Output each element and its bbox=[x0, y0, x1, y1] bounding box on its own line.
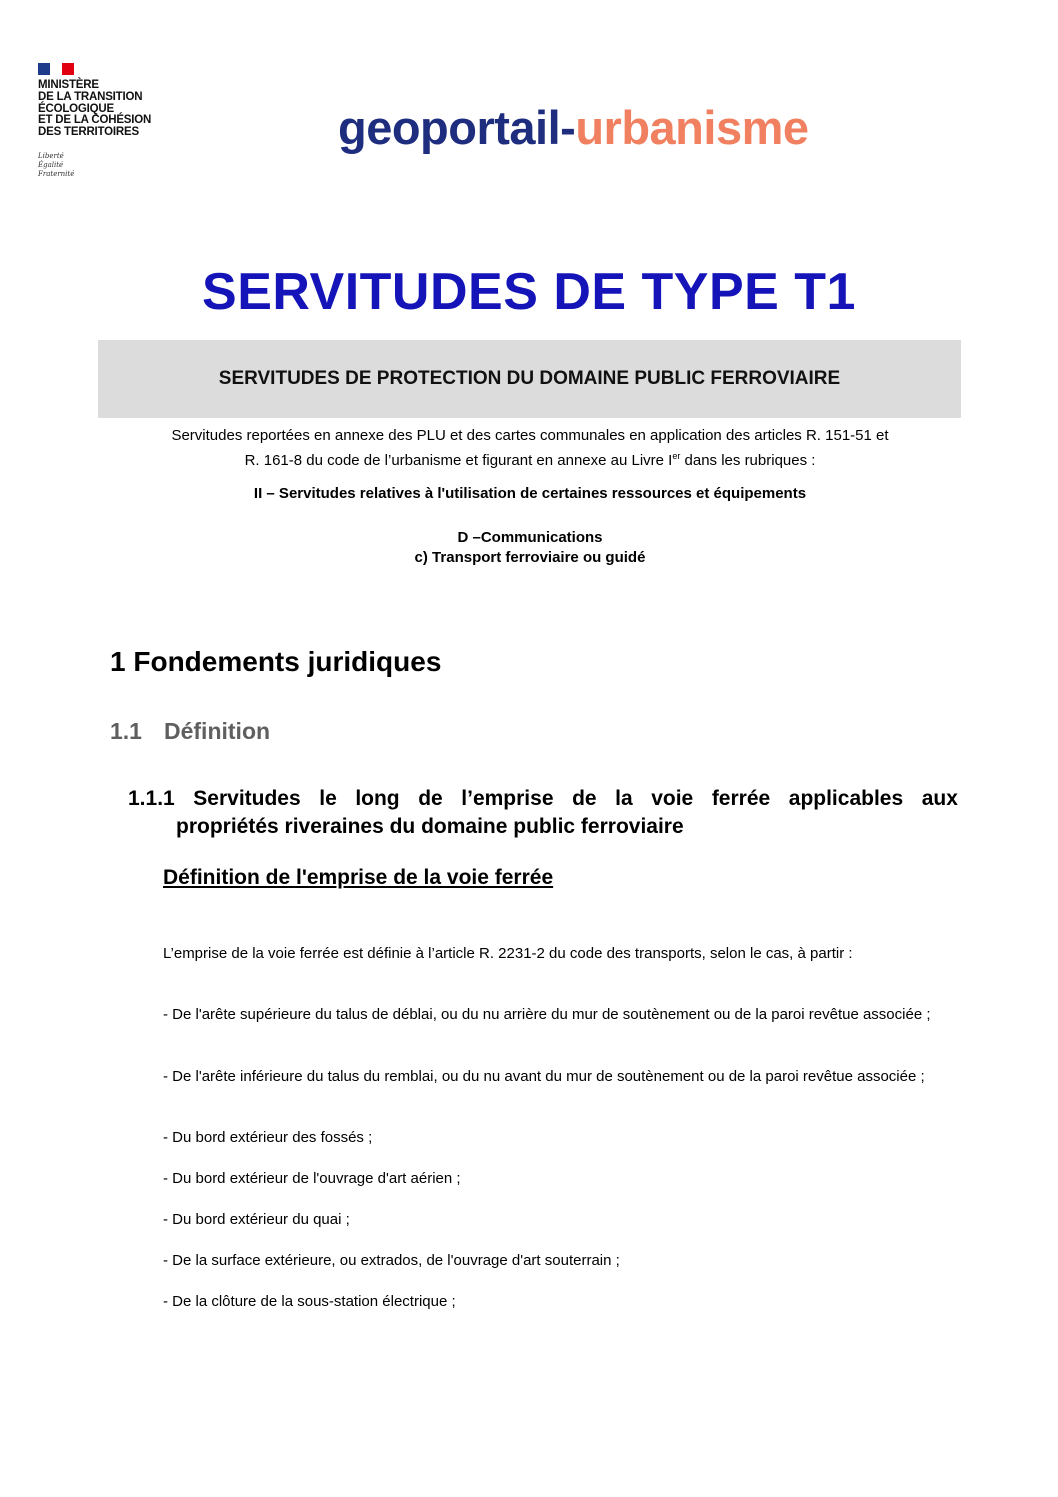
rubric-d: D –Communications bbox=[457, 529, 603, 546]
heading-word: l’emprise bbox=[461, 787, 554, 810]
heading-word: la bbox=[615, 787, 633, 810]
rubric-heading: II – Servitudes relatives à l'utilisation de certaines ressources et équipements bbox=[253, 485, 807, 502]
section-title: Définition bbox=[164, 718, 271, 744]
list-item: - De l'arête inférieure du talus du remblai, ou du nu avant du mur de soutènement ou de la paroi revêtue associée ; bbox=[163, 1068, 925, 1085]
ministry-name bbox=[38, 80, 151, 139]
subtitle-band bbox=[98, 340, 961, 418]
emprise-definition-subheading: Définition de l'emprise de la voie ferrée bbox=[163, 866, 554, 889]
heading-word: aux bbox=[921, 787, 958, 810]
geoportail-brand-logo bbox=[338, 100, 809, 155]
document-subtitle: SERVITUDES DE PROTECTION DU DOMAINE PUBLIC FERROVIAIRE bbox=[218, 368, 841, 389]
list-item: - Du bord extérieur des fossés ; bbox=[163, 1129, 373, 1146]
heading-word: long bbox=[355, 787, 400, 810]
list-item: - Du bord extérieur de l'ouvrage d'art aérien ; bbox=[163, 1170, 461, 1187]
document-title: SERVITUDES DE TYPE T1 bbox=[202, 263, 856, 321]
list-item: - De la clôture de la sous-station électrique ; bbox=[163, 1293, 456, 1310]
motto-line: Liberté bbox=[38, 152, 64, 160]
section-number: 1.1.1 bbox=[128, 787, 175, 810]
section-1-heading bbox=[110, 646, 441, 678]
heading-line-1 bbox=[128, 785, 958, 813]
section-title: Fondements juridiques bbox=[133, 646, 442, 677]
paragraph-intro: L’emprise de la voie ferrée est définie à l’article R. 2231-2 du code des transports, selon le cas, à partir : bbox=[163, 945, 853, 962]
intro-line-2 bbox=[90, 446, 970, 471]
brand-part-1: geoportail- bbox=[338, 101, 576, 154]
flag-white-band bbox=[50, 63, 62, 75]
motto-line: Fraternité bbox=[38, 170, 75, 178]
section-number: 1.1 bbox=[110, 718, 142, 744]
list-item: - Du bord extérieur du quai ; bbox=[163, 1211, 350, 1228]
rubric-c: c) Transport ferroviaire ou guidé bbox=[414, 549, 646, 566]
brand-part-2: urbanisme bbox=[575, 101, 809, 154]
heading-word: de bbox=[418, 787, 443, 810]
list-item: - De la surface extérieure, ou extrados, de l'ouvrage d'art souterrain ; bbox=[163, 1252, 620, 1269]
flag-blue-band bbox=[38, 63, 50, 75]
section-number: 1 bbox=[110, 646, 126, 677]
section-1-1-1-heading bbox=[128, 785, 958, 841]
ministry-line: DES TERRITOIRES bbox=[38, 126, 139, 139]
heading-word: de bbox=[572, 787, 597, 810]
intro-line-2-text: R. 161-8 du code de l’urbanisme et figurant en annexe au Livre I bbox=[244, 452, 673, 469]
ministry-line: ET DE LA COHÉSION bbox=[38, 114, 152, 127]
heading-word: le bbox=[319, 787, 337, 810]
ministry-line: MINISTÈRE bbox=[38, 79, 99, 91]
heading-line-2: propriétés riveraines du domaine public ferroviaire bbox=[176, 815, 684, 838]
intro-superscript: er bbox=[672, 451, 681, 461]
section-1-1-heading bbox=[110, 718, 270, 745]
intro-line-1: Servitudes reportées en annexe des PLU et des cartes communales en application des articles R. 151-51 et bbox=[171, 427, 889, 444]
intro-line-2-end: dans les rubriques : bbox=[680, 452, 816, 469]
rubric-subheadings bbox=[90, 528, 970, 568]
republic-motto bbox=[38, 152, 74, 179]
ministry-line: ÉCOLOGIQUE bbox=[38, 102, 114, 115]
motto-line: Égalité bbox=[38, 161, 64, 169]
heading-word: applicables bbox=[788, 787, 904, 810]
intro-text bbox=[90, 426, 970, 471]
list-item: - De l'arête supérieure du talus de déblai, ou du nu arrière du mur de soutènement ou de la paroi revêtue associée ; bbox=[163, 1006, 931, 1023]
ministry-line: DE LA TRANSITION bbox=[38, 90, 143, 103]
heading-word: Servitudes bbox=[193, 787, 301, 810]
french-flag-icon bbox=[38, 63, 74, 75]
heading-word: voie bbox=[651, 787, 694, 810]
flag-red-band bbox=[62, 63, 74, 75]
heading-word: ferrée bbox=[711, 787, 771, 810]
